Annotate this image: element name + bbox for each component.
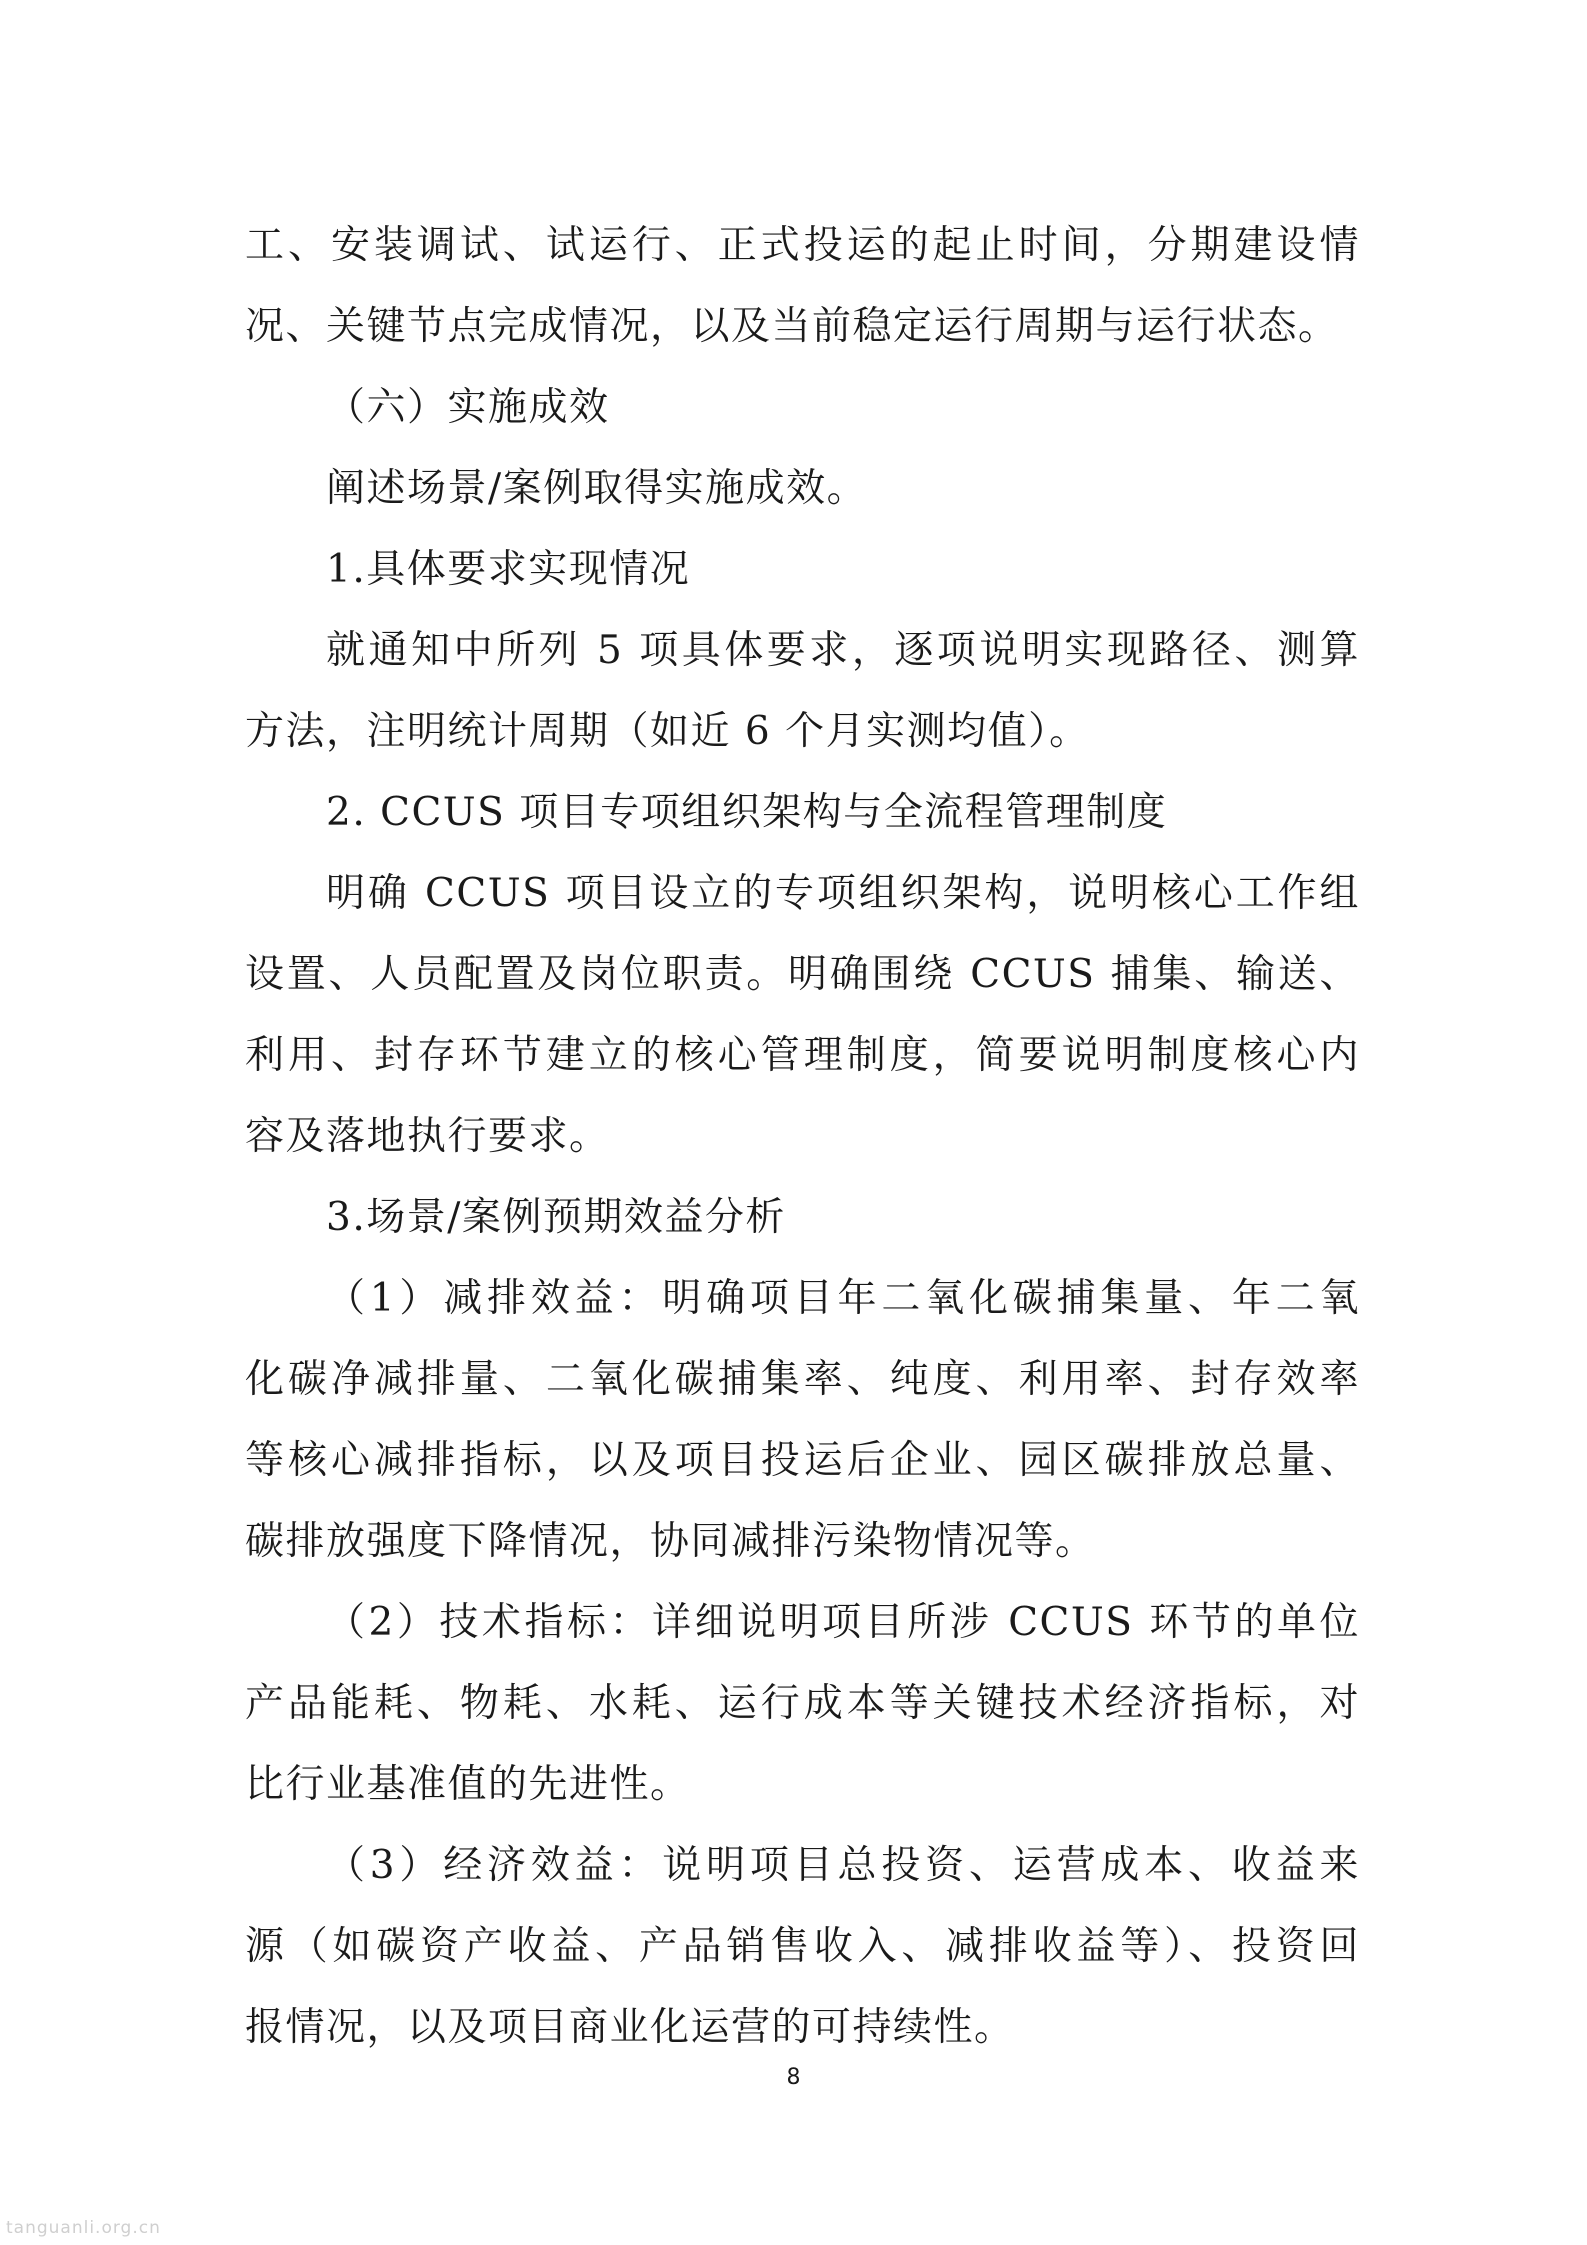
- subsection-heading: 3.场景/案例预期效益分析: [326, 1195, 786, 1240]
- section-heading: （六）实施成效: [326, 385, 610, 430]
- document-body: [245, 205, 1360, 2068]
- text-line: （2）技术指标：详细说明项目所涉 CCUS 环节的单位: [326, 1600, 1360, 1645]
- text-line: 设置、人员配置及岗位职责。明确围绕 CCUS 捕集、输送、: [245, 952, 1360, 997]
- text-line: 碳排放强度下降情况，协同减排污染物情况等。: [245, 1519, 1096, 1564]
- text-line: 产品能耗、物耗、水耗、运行成本等关键技术经济指标，对: [245, 1681, 1360, 1726]
- page-number: 8: [786, 2065, 801, 2090]
- text-line: 源（如碳资产收益、产品销售收入、减排收益等）、投资回: [245, 1924, 1360, 1969]
- watermark: tanguanli.org.cn: [6, 2218, 161, 2238]
- text-line: 等核心减排指标，以及项目投运后企业、园区碳排放总量、: [245, 1438, 1360, 1483]
- text-line: 比行业基准值的先进性。: [245, 1762, 691, 1807]
- text-line: （3）经济效益：说明项目总投资、运营成本、收益来: [326, 1843, 1360, 1888]
- text-line: 化碳净减排量、二氧化碳捕集率、纯度、利用率、封存效率: [245, 1357, 1360, 1402]
- text-line: 容及落地执行要求。: [245, 1114, 610, 1159]
- text-line: （1）减排效益：明确项目年二氧化碳捕集量、年二氧: [326, 1276, 1360, 1321]
- text-line: 报情况，以及项目商业化运营的可持续性。: [245, 2005, 1015, 2050]
- subsection-heading: 1.具体要求实现情况: [326, 547, 691, 592]
- subsection-heading: 2. CCUS 项目专项组织架构与全流程管理制度: [326, 790, 1168, 835]
- text-line: 阐述场景/案例取得实施成效。: [326, 466, 868, 511]
- text-line: 方法，注明统计周期（如近 6 个月实测均值）。: [245, 709, 1090, 754]
- text-line: 况、关键节点完成情况，以及当前稳定运行周期与运行状态。: [245, 304, 1339, 349]
- text-line: 就通知中所列 5 项具体要求，逐项说明实现路径、测算: [326, 628, 1360, 673]
- text-line: 利用、封存环节建立的核心管理制度，简要说明制度核心内: [245, 1033, 1360, 1078]
- text-line: 工、安装调试、试运行、正式投运的起止时间，分期建设情: [245, 223, 1360, 268]
- text-line: 明确 CCUS 项目设立的专项组织架构，说明核心工作组: [326, 871, 1360, 916]
